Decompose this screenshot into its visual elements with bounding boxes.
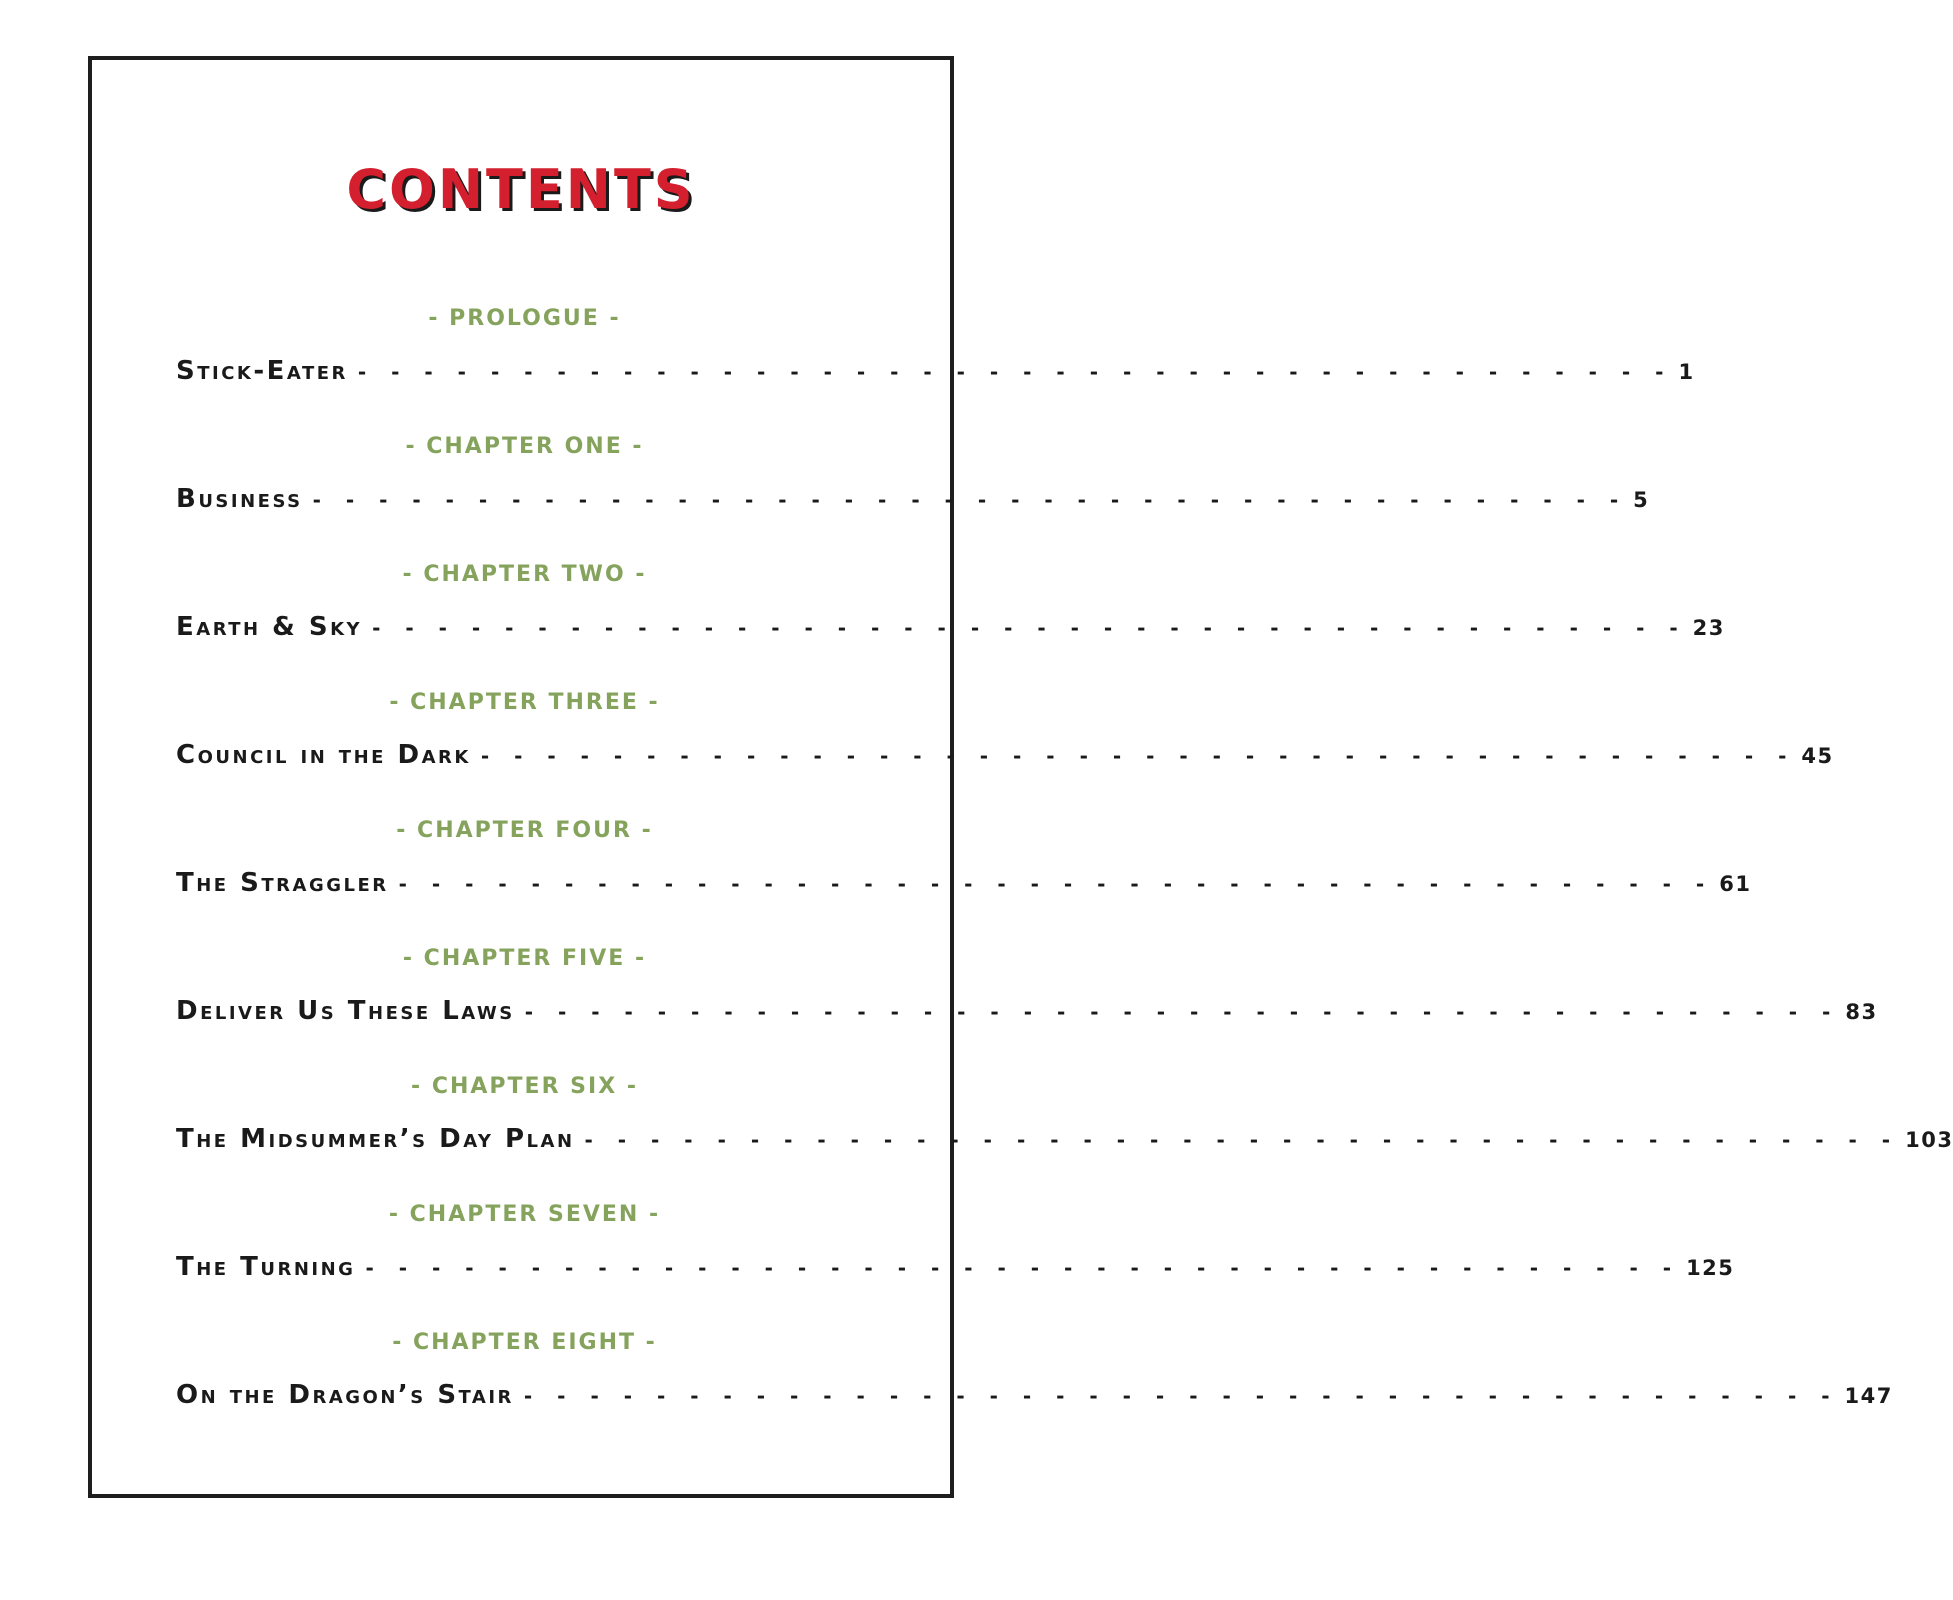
page-number: 147 xyxy=(1844,1384,1893,1408)
toc-line[interactable] xyxy=(176,868,1752,902)
chapter-label: - PROLOGUE - xyxy=(428,306,621,331)
chapter-label: - CHAPTER SEVEN - xyxy=(388,1202,661,1227)
chapter-label: - CHAPTER ONE - xyxy=(405,434,644,459)
entry-title: Council in the Dark xyxy=(176,740,471,770)
page-number: 61 xyxy=(1719,872,1752,896)
dot-leader: - - - - - - - - - - - - - - - - - - - - - - - - - - - - - - - - - - - - - - - - xyxy=(372,616,1687,640)
chapter-label: - CHAPTER THREE - xyxy=(389,690,660,715)
page-number: 23 xyxy=(1692,616,1725,640)
toc-line[interactable] xyxy=(176,612,1725,646)
contents-title: CONTENTS xyxy=(346,158,696,221)
dot-leader: - - - - - - - - - - - - - - - - - - - - - - - - - - - - - - - - - - - - - - - - xyxy=(523,1384,1839,1408)
toc-line[interactable] xyxy=(176,356,1695,390)
chapter-label: - CHAPTER FOUR - xyxy=(396,818,653,843)
toc-line[interactable] xyxy=(176,1380,1893,1414)
toc-line[interactable] xyxy=(176,1252,1735,1286)
dot-leader: - - - - - - - - - - - - - - - - - - - - - - - - - - - - - - - - - - - - - - - - xyxy=(312,488,1628,512)
entry-title: Earth & Sky xyxy=(176,612,363,642)
page-number: 1 xyxy=(1678,360,1695,384)
entry-title: The Turning xyxy=(176,1252,356,1282)
dot-leader: - - - - - - - - - - - - - - - - - - - - - - - - - - - - - - - - - - - - - - - - xyxy=(480,744,1796,768)
toc-line[interactable] xyxy=(176,484,1650,518)
chapter-label: - CHAPTER TWO - xyxy=(402,562,647,587)
entry-title: Business xyxy=(176,484,303,514)
dot-leader: - - - - - - - - - - - - - - - - - - - - - - - - - - - - - - - - - - - - - - - - xyxy=(584,1128,1900,1152)
page-number: 83 xyxy=(1845,1000,1878,1024)
toc-line[interactable] xyxy=(176,1124,1953,1158)
entry-title: Deliver Us These Laws xyxy=(176,996,515,1026)
page-number: 45 xyxy=(1801,744,1834,768)
page-number: 103 xyxy=(1905,1128,1953,1152)
chapter-label: - CHAPTER EIGHT - xyxy=(392,1330,657,1355)
toc-line[interactable] xyxy=(176,740,1834,774)
dot-leader: - - - - - - - - - - - - - - - - - - - - - - - - - - - - - - - - - - - - - - - - xyxy=(365,1256,1681,1280)
page-number: 5 xyxy=(1633,488,1650,512)
dot-leader: - - - - - - - - - - - - - - - - - - - - - - - - - - - - - - - - - - - - - - - - xyxy=(524,1000,1840,1024)
chapter-label: - CHAPTER SIX - xyxy=(411,1074,638,1099)
page-number: 125 xyxy=(1686,1256,1735,1280)
dot-leader: - - - - - - - - - - - - - - - - - - - - - - - - - - - - - - - - - - - - - - - - xyxy=(357,360,1673,384)
dot-leader: - - - - - - - - - - - - - - - - - - - - - - - - - - - - - - - - - - - - - - - - xyxy=(398,872,1714,896)
toc-line[interactable] xyxy=(176,996,1878,1030)
entry-title: The Straggler xyxy=(176,868,389,898)
entry-title: Stick-Eater xyxy=(176,356,348,386)
entry-title: On the Dragon’s Stair xyxy=(176,1380,514,1410)
entry-title: The Midsummer’s Day Plan xyxy=(176,1124,575,1154)
chapter-label: - CHAPTER FIVE - xyxy=(402,946,647,971)
